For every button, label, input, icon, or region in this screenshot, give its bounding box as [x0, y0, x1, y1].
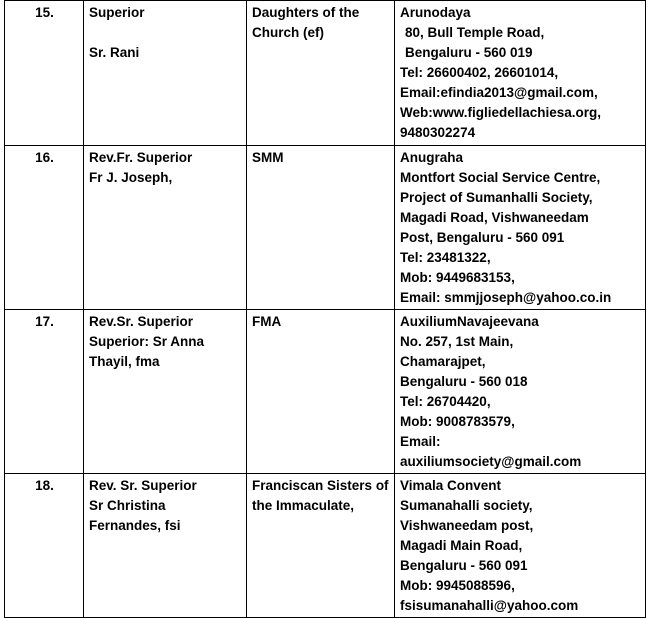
superior-line: Superior	[89, 5, 145, 20]
superior-line: Fernandes, fsi	[89, 518, 181, 533]
congregation-cell	[247, 474, 395, 618]
address-line: Magadi Road, Vishwaneedam	[400, 210, 589, 225]
congregation-line: SMM	[252, 150, 284, 165]
superior-line: Fr J. Joseph,	[89, 170, 173, 185]
address-line: Bengaluru - 560 091	[400, 558, 528, 573]
entry-number: 16.	[5, 146, 84, 310]
superior-line: Rev. Sr. Superior	[89, 478, 197, 493]
address-line: auxiliumsociety@gmail.com	[400, 454, 582, 469]
address-line: Tel: 26600402, 26601014,	[400, 65, 559, 80]
address-line: Email:	[400, 434, 441, 449]
congregation-cell	[247, 146, 395, 310]
address-line: Vishwaneedam post,	[400, 518, 534, 533]
congregation-line: the Immaculate,	[252, 498, 355, 513]
address-line: Mob: 9449683153,	[400, 270, 515, 285]
address-line: Web:www.figliedellachiesa.org,	[400, 105, 602, 120]
address-line: Project of Sumanhalli Society,	[400, 190, 593, 205]
address-line: Email:efindia2013@gmail.com,	[400, 85, 598, 100]
address-line: Anugraha	[400, 150, 464, 165]
address-line: Sumanahalli society,	[400, 498, 533, 513]
address-line: Email: smmjjoseph@yahoo.co.in	[400, 290, 612, 305]
address-line: Bengaluru - 560 018	[400, 374, 528, 389]
superior-line: Sr. Rani	[89, 45, 140, 60]
entry-number: 15.	[5, 1, 84, 146]
address-line: Bengaluru - 560 019	[405, 45, 533, 60]
address-line: Arunodaya	[400, 5, 471, 20]
superior-cell	[84, 474, 247, 618]
address-line: Tel: 26704420,	[400, 394, 491, 409]
entry-number: 17.	[5, 310, 84, 474]
superior-line: Superior: Sr Anna	[89, 334, 205, 349]
address-line: 80, Bull Temple Road,	[405, 25, 545, 40]
congregation-line: FMA	[252, 314, 282, 329]
address-cell	[395, 310, 646, 474]
table-row	[5, 146, 646, 310]
superior-line: Thayil, fma	[89, 354, 160, 369]
superior-cell	[84, 1, 247, 146]
congregation-line: Franciscan Sisters of	[252, 478, 389, 493]
directory-body	[5, 1, 646, 618]
address-line: Chamarajpet,	[400, 354, 486, 369]
entry-number: 18.	[5, 474, 84, 618]
superior-cell	[84, 146, 247, 310]
address-line: Vimala Convent	[400, 478, 502, 493]
congregation-line: Daughters of the	[252, 5, 360, 20]
superior-line	[89, 23, 242, 43]
address-cell	[395, 1, 646, 146]
congregation-line: Church (ef)	[252, 25, 324, 40]
superior-line: Rev.Fr. Superior	[89, 150, 193, 165]
congregation-cell	[247, 1, 395, 146]
directory-table	[4, 0, 646, 618]
address-line: Montfort Social Service Centre,	[400, 170, 601, 185]
superior-line: Sr Christina	[89, 498, 166, 513]
address-line: Magadi Main Road,	[400, 538, 523, 553]
congregation-cell	[247, 310, 395, 474]
address-cell	[395, 474, 646, 618]
table-row	[5, 1, 646, 146]
superior-line: Rev.Sr. Superior	[89, 314, 194, 329]
address-line: Mob: 9008783579,	[400, 414, 515, 429]
superior-cell	[84, 310, 247, 474]
address-line: fsisumanahalli@yahoo.com	[400, 598, 579, 613]
address-line: Mob: 9945088596,	[400, 578, 515, 593]
address-line: 9480302274	[400, 125, 476, 140]
address-cell	[395, 146, 646, 310]
table-row	[5, 310, 646, 474]
address-line: Tel: 23481322,	[400, 250, 491, 265]
address-line: No. 257, 1st Main,	[400, 334, 514, 349]
address-line: Post, Bengaluru - 560 091	[400, 230, 565, 245]
address-line: AuxiliumNavajeevana	[400, 314, 539, 329]
table-row	[5, 474, 646, 618]
